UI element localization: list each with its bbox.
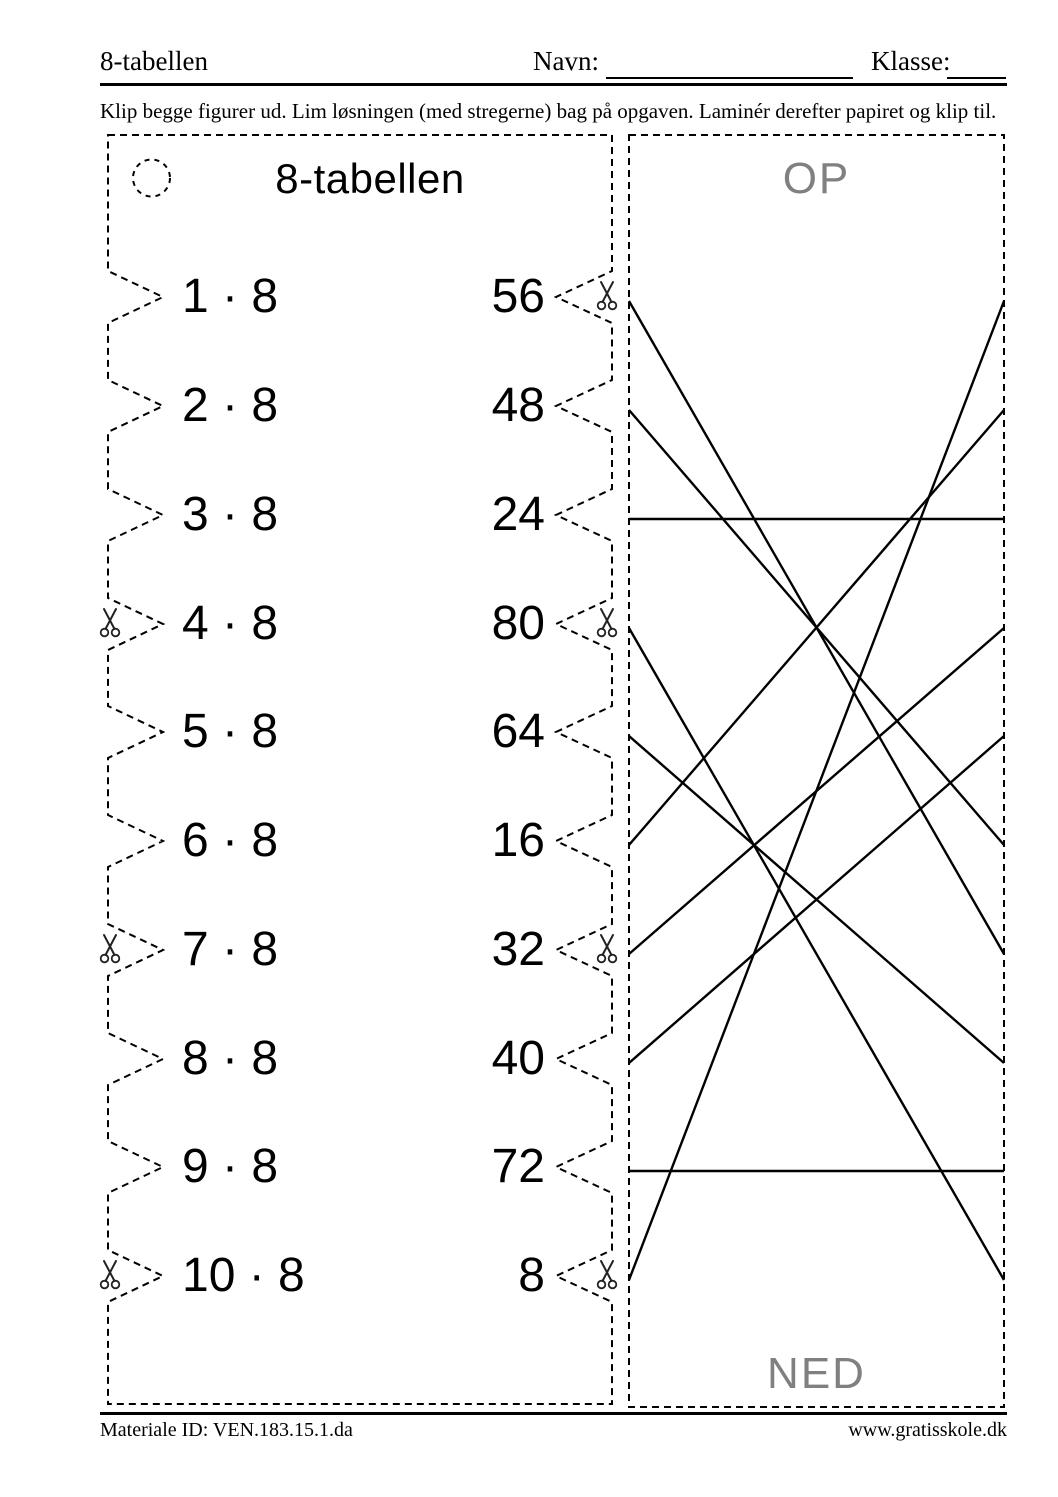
solution-bottom-label: NED	[767, 1349, 866, 1398]
name-label: Navn:	[533, 46, 599, 76]
instruction-text: Klip begge figurer ud. Lim løsningen (med stregerne) bag på opgaven. Laminér derefter papiret og klip til.	[100, 99, 997, 123]
answer-text: 32	[491, 923, 545, 976]
answer-text: 40	[491, 1032, 545, 1085]
answer-text: 80	[491, 597, 545, 650]
class-label: Klasse:	[871, 46, 951, 76]
problem-text: 2 · 8	[182, 379, 279, 432]
problem-text: 3 · 8	[182, 488, 279, 541]
problem-text: 7 · 8	[182, 923, 279, 976]
answer-text: 16	[491, 814, 545, 867]
answer-text: 64	[491, 705, 545, 758]
problem-text: 5 · 8	[182, 705, 279, 758]
problem-card-title: 8-tabellen	[275, 155, 465, 202]
answer-text: 48	[491, 379, 545, 432]
problem-text: 4 · 8	[182, 597, 279, 650]
website-url: www.gratisskole.dk	[848, 1419, 1007, 1441]
material-id: Materiale ID: VEN.183.15.1.da	[100, 1419, 353, 1441]
problem-text: 1 · 8	[182, 270, 279, 323]
footer-rule	[100, 1412, 1007, 1415]
solution-top-label: OP	[782, 154, 851, 203]
problem-text: 6 · 8	[182, 814, 279, 867]
answer-text: 24	[491, 488, 545, 541]
answer-text: 8	[518, 1249, 545, 1302]
problem-text: 9 · 8	[182, 1140, 279, 1193]
problem-text: 8 · 8	[182, 1032, 279, 1085]
answer-text: 56	[491, 270, 545, 323]
page-title: 8-tabellen	[100, 46, 208, 76]
problem-text: 10 · 8	[182, 1249, 305, 1302]
answer-text: 72	[491, 1140, 545, 1193]
